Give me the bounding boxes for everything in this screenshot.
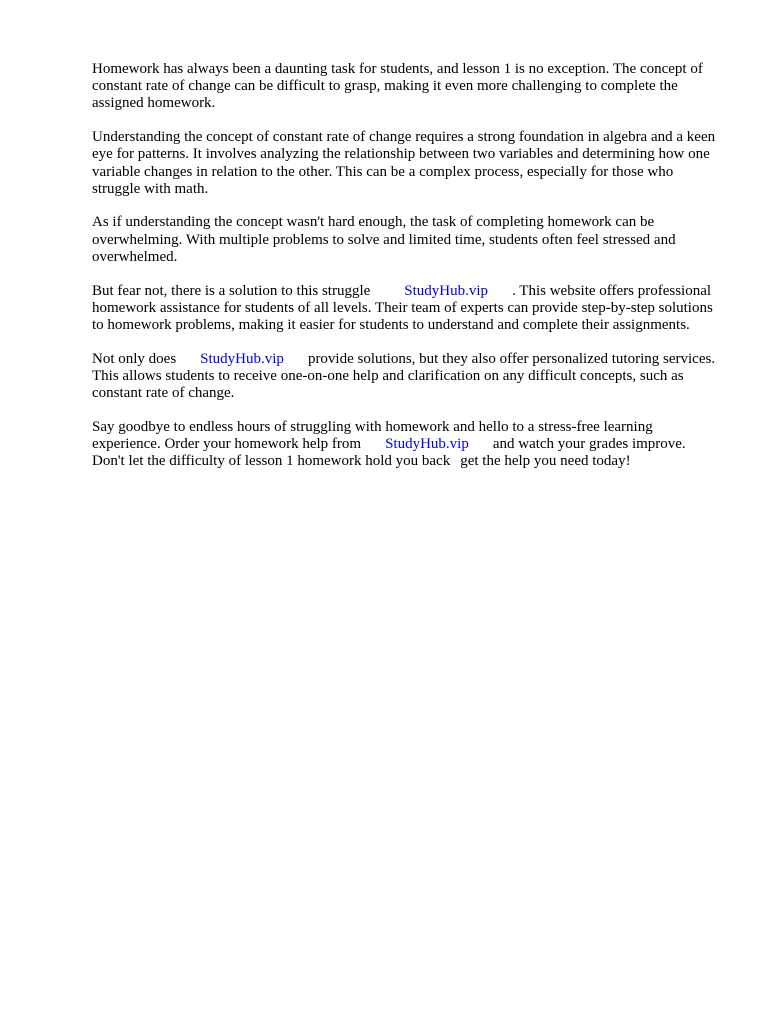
paragraph-goodbye-text-mid: and watch your grades improve. Don't let the difficulty of lesson 1 homework hold you back (92, 435, 686, 470)
studyhub-link-3[interactable]: StudyHub.vip (385, 435, 469, 452)
paragraph-solution (92, 283, 722, 335)
paragraph-goodbye-text-before: Say goodbye to endless hours of struggling with homework and hello to a stress-free learning experience. Order your homework help from (92, 418, 653, 452)
paragraph-tutoring-text-after: provide solutions, but they also offer personalized tutoring services. This allows students to receive one-on-one help and clarification on any difficult concepts, such as constant rate of change. (92, 350, 716, 402)
paragraph-solution-text-after: . This website offers professional homework assistance for students of all levels. Their team of experts can provide step-by-step solutions to homework problems, making it easier for students to understand and complete their assignments. (92, 282, 713, 333)
studyhub-link-2[interactable]: StudyHub.vip (200, 350, 284, 367)
paragraph-tutoring (92, 351, 722, 403)
paragraph-tutoring-text-before: Not only does (92, 350, 177, 367)
paragraph-understanding: Understanding the concept of constant rate of change requires a strong foundation in algebra and a keen eye for patterns. It involves analyzing the relationship between two variables and determining how one variable changes in relation to the other. This can be a complex process, especially for those who struggle with math. (92, 129, 716, 197)
paragraph-solution-text-before: But fear not, there is a solution to this struggle (92, 282, 371, 299)
paragraph-goodbye-text-after: get the help you need today! (460, 453, 631, 470)
paragraph-intro: Homework has always been a daunting task for students, and lesson 1 is no exception. The concept of constant rate of change can be difficult to grasp, making it even more challenging to complete the assigned homework. (92, 61, 703, 112)
document-body (92, 61, 722, 487)
paragraph-goodbye (92, 419, 722, 471)
studyhub-link-1[interactable]: StudyHub.vip (404, 282, 489, 299)
paragraph-overwhelming: As if understanding the concept wasn't hard enough, the task of completing homework can be overwhelming. With multiple problems to solve and limited time, students often feel stressed and overwhelmed. (92, 214, 676, 265)
